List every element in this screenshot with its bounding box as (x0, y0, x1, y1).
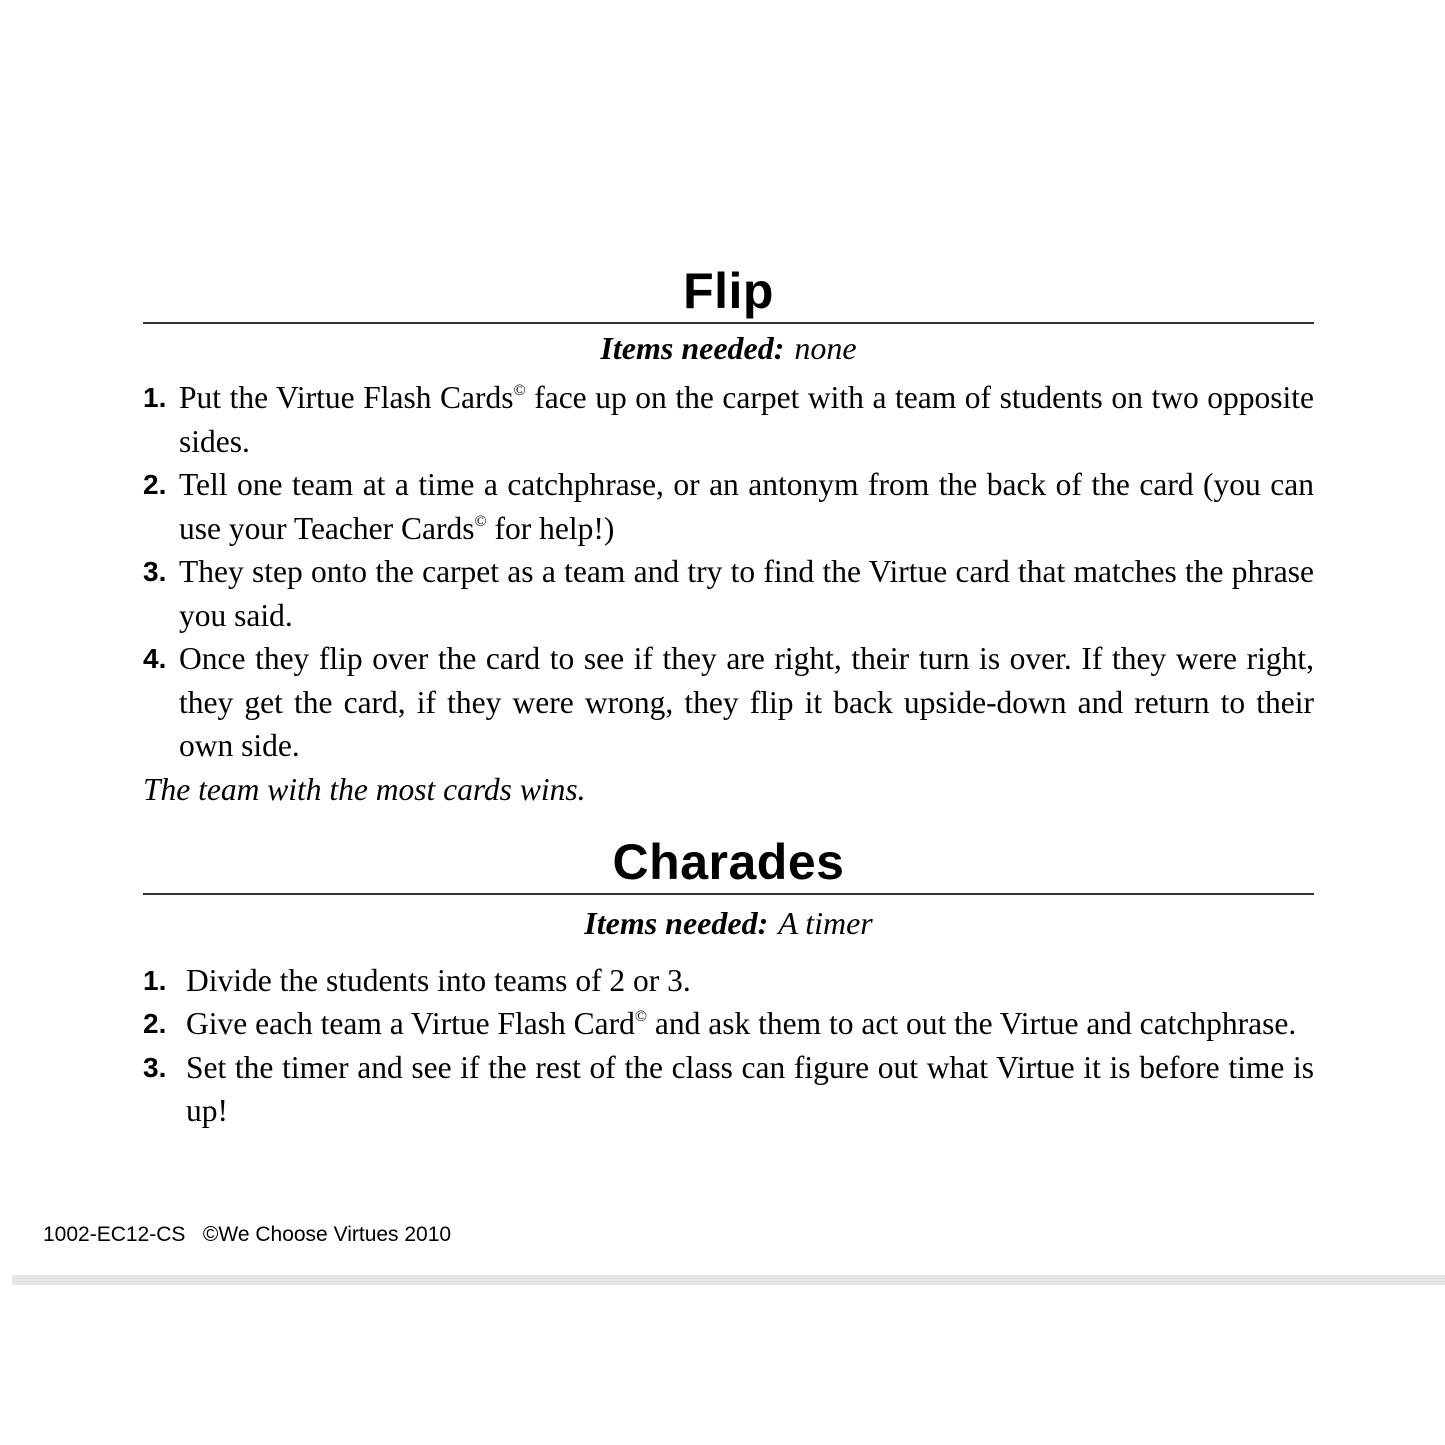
charades-items-label: Items needed: (584, 904, 769, 941)
step-text-cont: and ask them to act out the Virtue and catchphrase. (647, 1006, 1297, 1041)
charades-section (143, 833, 1314, 1133)
footer-code: 1002-EC12-CS (43, 1223, 186, 1246)
step-number: 3. (143, 556, 167, 587)
charades-step-1 (143, 959, 1314, 1003)
flip-step-1 (143, 376, 1314, 463)
flip-step-3 (143, 550, 1314, 637)
step-number: 2. (143, 469, 167, 500)
step-text-cont: face up on the carpet with a team of students on two opposite sides. (179, 380, 1314, 459)
step-text: Give each team a Virtue Flash Card (186, 1006, 635, 1041)
footer-copyright: ©We Choose Virtues 2010 (202, 1223, 452, 1246)
flip-section (143, 262, 1314, 811)
flip-items-value: none (794, 330, 857, 366)
document-page (143, 262, 1314, 1133)
step-text: Once they flip over the card to see if they are right, their turn is over. If they were right, they get the card, if they were wrong, they flip it back upside-down and return to their own side. (179, 641, 1314, 763)
step-number: 2. (143, 1008, 167, 1039)
copyright-mark: © (474, 512, 487, 530)
flip-items-label: Items needed: (600, 330, 785, 366)
step-text-cont: for help!) (486, 510, 615, 546)
flip-divider (143, 322, 1314, 324)
copyright-mark: © (513, 382, 526, 399)
copyright-mark: © (634, 1008, 648, 1025)
step-number: 1. (143, 964, 167, 996)
step-number: 4. (143, 643, 167, 674)
step-text: Set the timer and see if the rest of the class can figure out what Virtue it is before time is up! (186, 1049, 1314, 1128)
page-footer (43, 1222, 451, 1248)
flip-title: Flip (683, 263, 774, 319)
charades-step-2 (143, 1002, 1314, 1046)
charades-steps-list (143, 959, 1314, 1133)
charades-divider (143, 893, 1314, 895)
charades-items-value: A timer (778, 904, 873, 941)
flip-conclusion: The team with the most cards wins. (143, 771, 586, 807)
step-text: Put the Virtue Flash Cards (179, 380, 514, 415)
flip-step-2 (143, 463, 1314, 550)
step-number: 1. (143, 382, 167, 413)
flip-items-needed (143, 326, 1314, 370)
step-number: 3. (143, 1051, 167, 1083)
charades-title: Charades (612, 833, 845, 890)
charades-step-3 (143, 1046, 1314, 1133)
page-bottom-bar (12, 1275, 1445, 1285)
charades-items-needed (143, 901, 1314, 945)
flip-step-4 (143, 637, 1314, 768)
flip-steps-list (143, 376, 1314, 768)
step-text: Tell one team at a time a catchphrase, or an antonym from the back of the card (you can use your Teacher Cards (179, 467, 1314, 546)
step-text: Divide the students into teams of 2 or 3. (186, 962, 691, 998)
step-text: They step onto the carpet as a team and try to find the Virtue card that matches the phrase you said. (179, 554, 1314, 633)
